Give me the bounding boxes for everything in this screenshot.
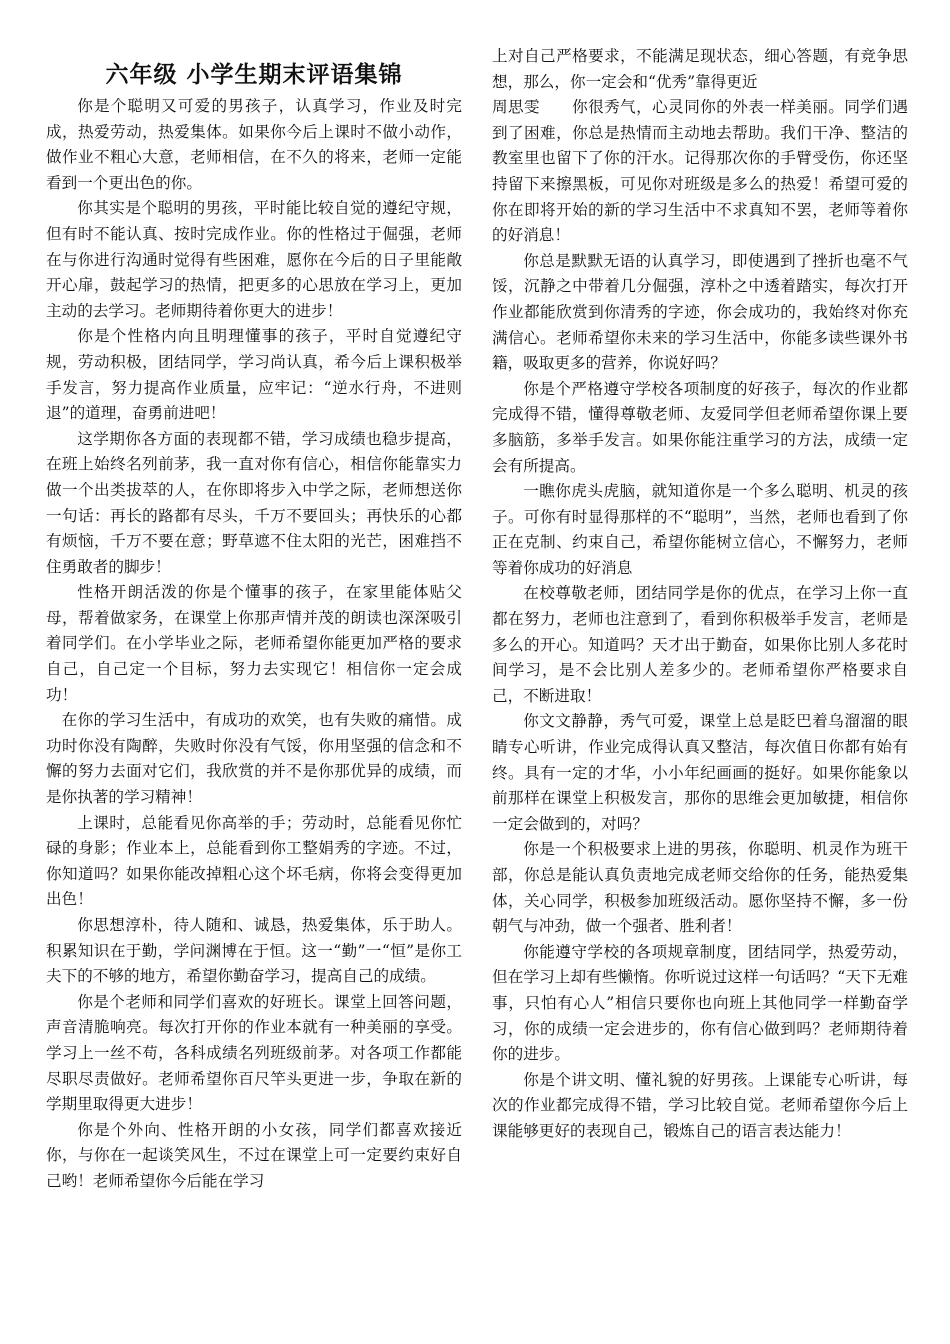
right-column <box>492 44 908 1145</box>
document-title: 六年级 小学生期末评语集锦 <box>105 62 403 88</box>
comment-paragraph: 上课时，总能看见你高举的手；劳动时，总能看见你忙碌的身影；作业本上，总能看到你工整娟秀的字迹。不过，你知道吗？如果你能改掉粗心这个坏毛病，你将会变得更加出色！ <box>46 813 462 909</box>
comment-paragraph: 你文文静静，秀气可爱，课堂上总是眨巴着乌溜溜的眼睛专心听讲，作业完成得认真又整洁，每次值日你都有始有终。具有一定的才华，小小年纪画画的挺好。如果你能象以前那样在课堂上积极发言，那你的思维会更加敏捷，相信你一定会做到的，对吗？ <box>492 712 908 833</box>
comment-paragraph: 你是个外向、性格开朗的小女孩，同学们都喜欢接近你，与你在一起谈笑风生，不过在课堂上可一定要约束好自己哟！老师希望你今后能在学习 <box>46 1120 462 1190</box>
comment-paragraph: 你是个严格遵守学校各项制度的好孩子，每次的作业都完成得不错，懂得尊敬老师、友爱同学但老师希望你课上要多脑筋，多举手发言。如果你能注重学习的方法，成绩一定会有所提高。 <box>492 379 908 475</box>
comment-paragraph: 你是个聪明又可爱的男孩子，认真学习，作业及时完成，热爱劳动，热爱集体。如果你今后上课时不做小动作，做作业不粗心大意，老师相信，在不久的将来，老师一定能看到一个更出色的你。 <box>46 97 462 192</box>
comment-paragraph: 你是个性格内向且明理懂事的孩子，平时自觉遵纪守规，劳动积极，团结同学，学习尚认真，希今后上课积极举手发言，努力提高作业质量，应牢记：“逆水行舟，不进则退”的道理，奋勇前进吧！ <box>46 327 462 423</box>
comment-paragraph: 在你的学习生活中，有成功的欢笑，也有失败的痛惜。成功时你没有陶醉，失败时你没有气馁，你用坚强的信念和不懈的努力去面对它们，我欣赏的并不是你那优异的成绩，而是你执著的学习精神！ <box>46 711 462 807</box>
comment-paragraph: 你总是默默无语的认真学习，即使遇到了挫折也毫不气馁，沉静之中带着几分倔强，淳朴之中透着踏实，每次打开作业都能欣赏到你清秀的字迹，你会成功的，我始终对你充满信心。老师希望你未来的学习生活中，你能多读些课外书籍，吸取更多的营养，你说好吗？ <box>492 251 908 373</box>
comment-paragraph: 你是个讲文明、懂礼貌的好男孩。上课能专心听讲，每次的作业都完成得不错，学习比较自觉。老师希望你今后上课能够更好的表现自己，锻炼自己的语言表达能力！ <box>492 1070 908 1140</box>
comment-paragraph: 你能遵守学校的各项规章制度，团结同学，热爱劳动，但在学习上却有些懒惰。你听说过这样一句话吗？“天下无难事，只怕有心人”相信只要你也向班上其他同学一样勤奋学习，你的成绩一定会进步的，你有信心做到吗？老师期待着你的进步。 <box>492 942 908 1064</box>
left-paragraphs <box>46 94 462 1195</box>
comment-paragraph: 这学期你各方面的表现都不错，学习成绩也稳步提高，在班上始终名列前茅，我一直对你有信心，相信你能靠实力做一个出类拔萃的人，在你即将步入中学之际，老师想送你一句话：再长的路都有尽头，千万不要回头；再快乐的心都有烦恼，千万不要在意；野草遮不住太阳的光芒，困难挡不住勇敢者的脚步！ <box>46 429 462 576</box>
comment-paragraph: 你其实是个聪明的男孩，平时能比较自觉的遵纪守规，但有时不能认真、按时完成作业。你的性格过于倔强，老师在与你进行沟通时觉得有些困难，愿你在今后的日子里能敞开心扉，鼓起学习的热情，把更多的心思放在学习上，更加主动的去学习。老师期待着你更大的进步！ <box>46 199 462 320</box>
comment-paragraph: 性格开朗活泼的你是个懂事的孩子，在家里能体贴父母，帮着做家务，在课堂上你那声情并茂的朗读也深深吸引着同学们。在小学毕业之际，老师希望你能更加严格的要求自己，自己定一个目标，努力去实现它！相信你一定会成功！ <box>46 583 462 704</box>
comment-paragraph: 你是个老师和同学们喜欢的好班长。课堂上回答问题，声音清脆响亮。每次打开你的作业本就有一种美丽的享受。学习上一丝不苟，各科成绩名列班级前茅。对各项工作都能尽职尽责做好。老师希望你百尺竿头更进一步，争取在新的学期里取得更大进步！ <box>46 992 462 1114</box>
comment-paragraph: 一瞧你虎头虎脑，就知道你是一个多么聪明、机灵的孩子。可你有时显得那样的不“聪明”，当然，老师也看到了你正在克制、约束自己，希望你能树立信心，不懈努力，老师等着你成功的好消息 <box>492 482 908 577</box>
comment-paragraph: 你是一个积极要求上进的男孩，你聪明、机灵作为班干部，你总是能认真负责地完成老师交给你的任务，能热爱集体，关心同学，积极参加班级活动。愿你坚持不懈，多一份朝气与冲劲，做一个强者、胜利者！ <box>492 840 908 936</box>
comment-paragraph: 周思雯 你很秀气，心灵同你的外表一样美丽。同学们遇到了困难，你总是热情而主动地去帮助。我们干净、整洁的教室里也留下了你的汗水。记得那次你的手臂受伤，你还坚持留下来擦黑板，可见你对班级是多么的热爱！希望可爱的你在即将开始的新的学习生活中不求真知不罢，老师等着你的好消息！ <box>492 98 908 245</box>
right-paragraphs <box>492 44 908 1145</box>
comment-paragraph: 在校尊敬老师，团结同学是你的优点，在学习上你一直都在努力，老师也注意到了，看到你积极举手发言，老师是多么的开心。知道吗？天才出于勤奋，如果你比别人多花时间学习，是不会比别人差多少的。老师希望你严格要求自己，不断进取！ <box>492 584 908 705</box>
comment-paragraph: 你思想淳朴，待人随和、诚恳，热爱集体，乐于助人。积累知识在于勤，学问渊博在于恒。这一“勤”一“恒”是你工夫下的不够的地方，希望你勤奋学习，提高自己的成绩。 <box>46 916 462 986</box>
left-column <box>46 58 462 1195</box>
comment-paragraph: 上对自己严格要求，不能满足现状态，细心答题，有竞争思想，那么，你一定会和“优秀”靠得更近 <box>492 47 908 91</box>
